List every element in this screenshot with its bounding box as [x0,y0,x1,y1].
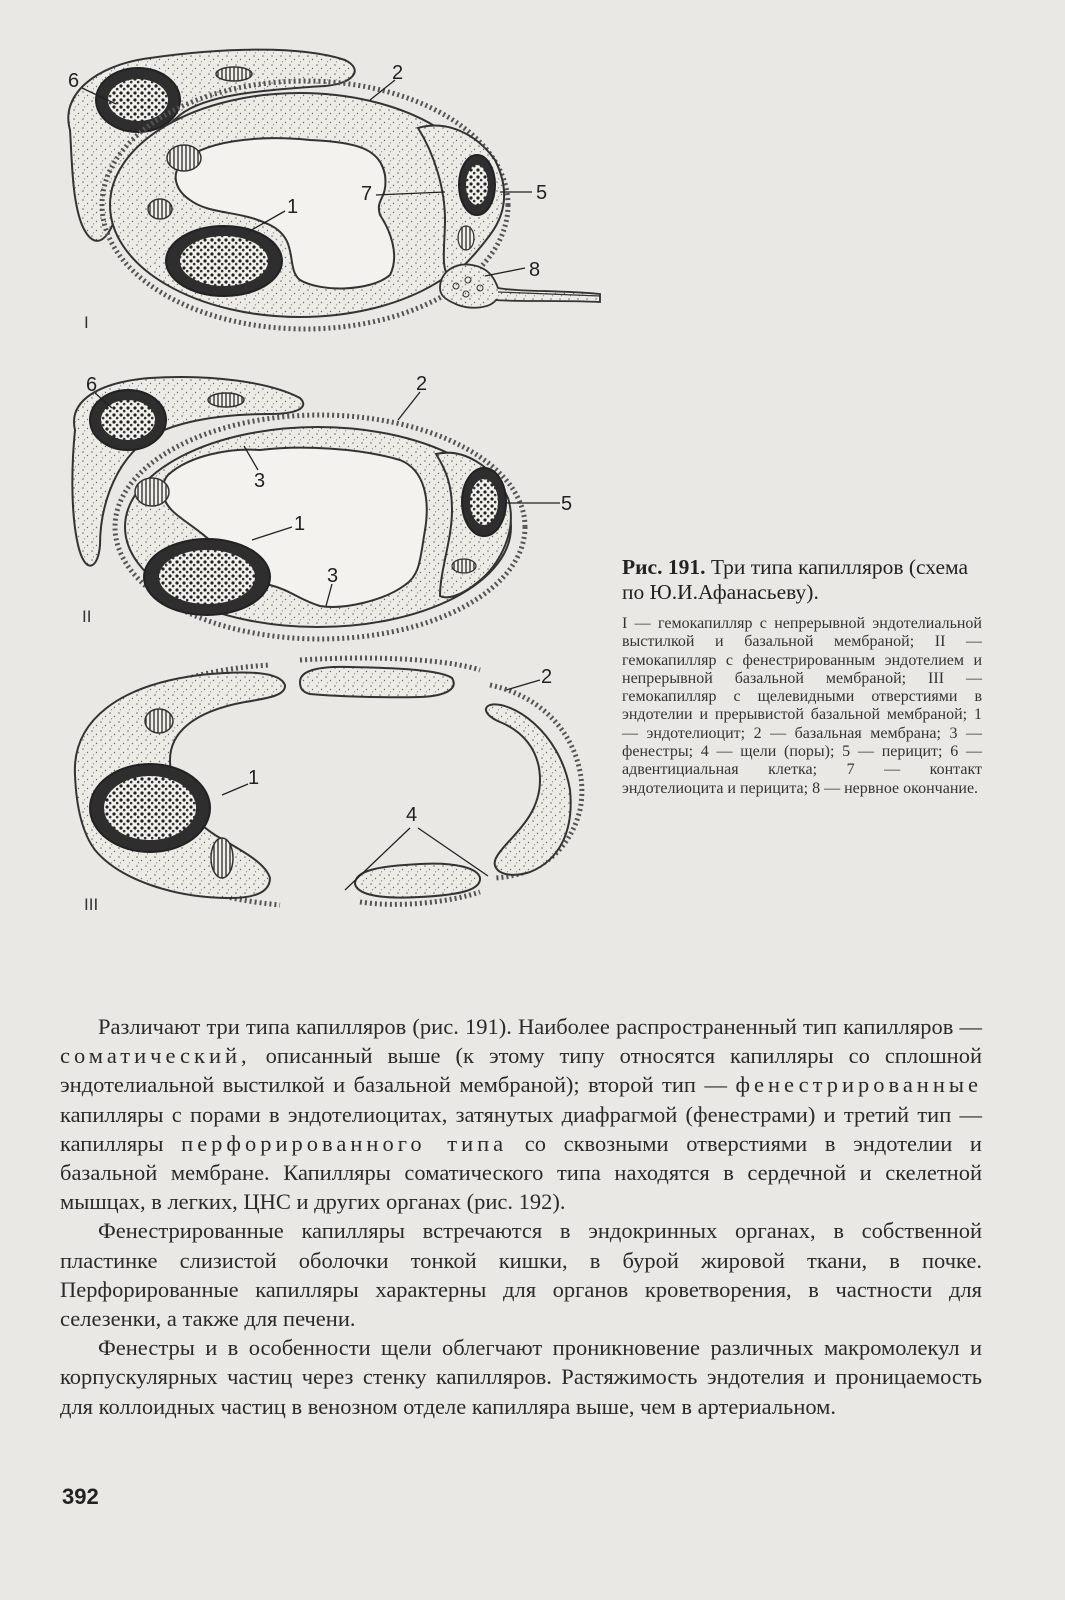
callout-6-p2: 6 [86,374,98,396]
body-text [60,1012,982,1421]
panel-1 [68,50,600,329]
callout-3-p2-top: 3 [254,470,266,492]
callout-2-p1: 2 [392,62,404,84]
callout-1-p1: 1 [287,196,299,218]
panel-3 [75,658,582,905]
callout-1-p2: 1 [294,513,306,535]
callout-8-p1: 8 [529,259,541,281]
panel-label-3: III [84,895,99,914]
term-fenestrated: фенестрированные [735,1072,982,1098]
term-perforated: перфорированного типа [181,1130,508,1156]
callout-6-p1: 6 [68,70,80,92]
term-somatic: соматический, [60,1043,251,1069]
panel-label-1: I [84,313,89,332]
callout-3-p2-bottom: 3 [327,565,339,587]
paragraph-1 [60,1012,982,1216]
caption-legend: I — гемокапилляр с непрерывной эндотелиальной выстилкой и базальной мембраной; II — гемокапилляр с фенестрированным эндотелием и непрерывной базальной мембраной; III — гемокапилляр с щелевидными отверстиями в эндотелии и прерывистой базальной мембраной; 1 — эндотелиоцит; 2 — базальная мембрана; 3 — фенестры; 4 — щели (поры); 5 — перицит; 6 — адвентициальная клетка; 7 — контакт эндотелиоцита и перицита; 8 — нервное окончание. [622,615,982,797]
callout-7-p1: 7 [361,183,373,205]
callout-2-p3: 2 [541,666,553,688]
callout-5-p2: 5 [561,493,573,515]
paragraph-1-text-d: со сквозными отверстиями в эндотелии и базальной мембране. Капилляры соматического типа находятся в сердечной и скелетной мышцах, в легких, ЦНС и других органах (рис. 192). [60,1130,982,1215]
callout-2-p2: 2 [416,373,428,395]
paragraph-1-text-c: капилляры с порами в эндотелиоцитах, затянутых диафрагмой (фенестрами) и третий тип — капилляры [60,1101,982,1156]
paragraph-1-text-a: Различают три типа капилляров (рис. 191). Наиболее распространенный тип капилляров — [98,1014,982,1039]
callout-1-p3: 1 [248,767,260,789]
caption-title-text: Три типа капилляров (схема по Ю.И.Афанасьеву). [622,555,969,604]
callout-4-p3: 4 [406,804,418,826]
panel-2 [72,377,560,639]
caption-title [622,555,982,605]
paragraph-1-text-b: описанный выше (к этому типу относятся капилляры со сплошной эндотелиальной выстилкой и базальной мембраной); второй тип — [60,1043,982,1098]
paragraph-2: Фенестрированные капилляры встречаются в эндокринных органах, в собственной пластинке слизистой оболочки тонкой кишки, в бурой жировой ткани, в почке. Перфорированные капилляры характерны для органов кроветворения, в частности для селезенки, а также для печени. [60,1218,982,1332]
paragraph-3: Фенестры и в особенности щели облегчают проникновение различных макромолекул и корпускулярных частиц через стенку капилляров. Растяжимость эндотелия и проницаемость для коллоидных частиц в венозном отделе капилляра выше, чем в артериальном. [60,1335,982,1419]
page-number: 392 [62,1484,99,1509]
caption-figure-number: Рис. 191. [622,555,706,579]
panel-label-2: II [82,607,92,626]
figure-caption [622,555,982,798]
callout-5-p1: 5 [536,182,548,204]
